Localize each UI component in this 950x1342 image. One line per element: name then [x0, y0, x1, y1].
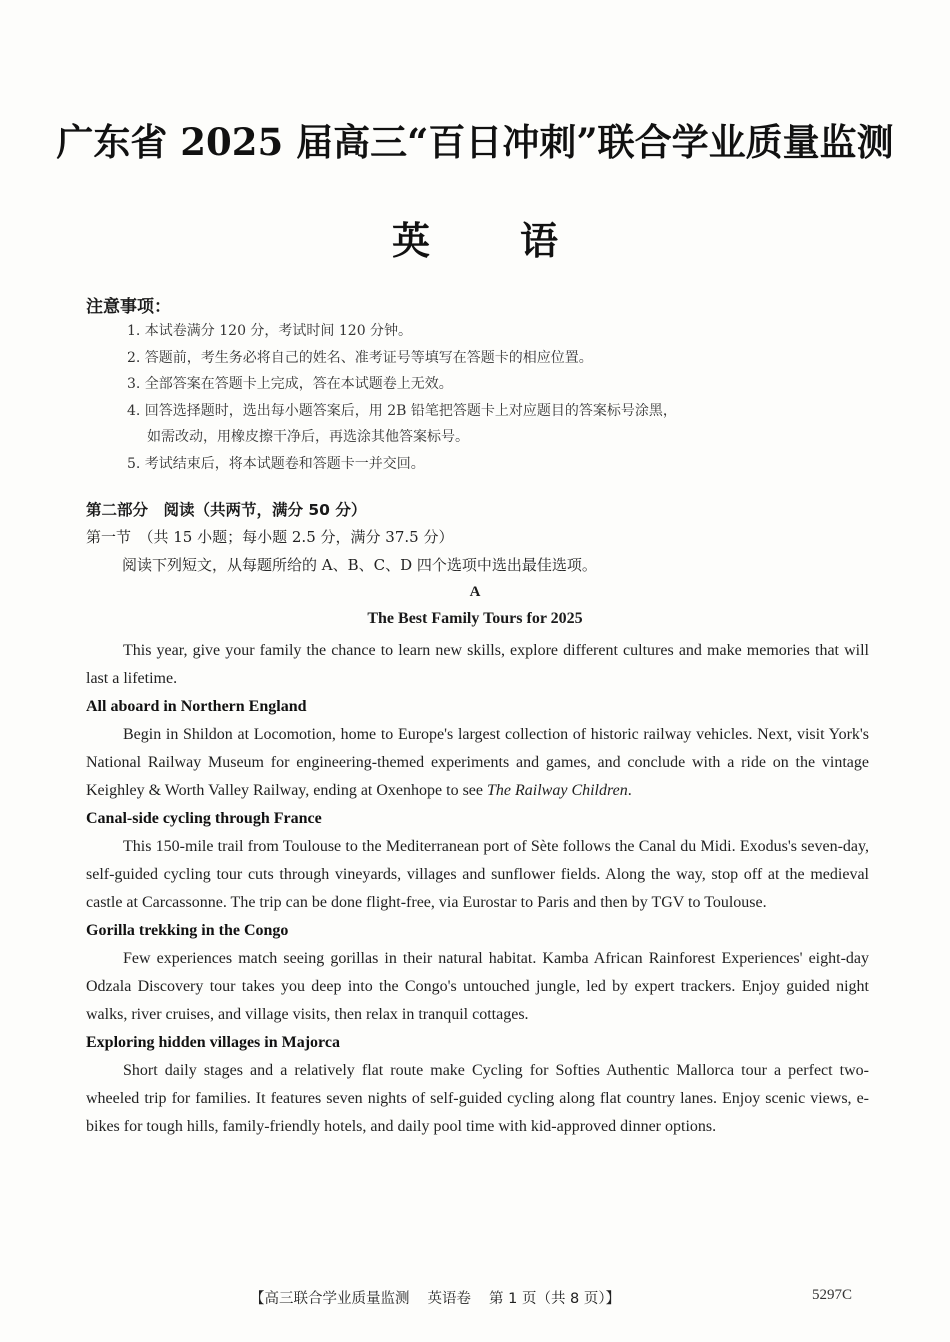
passage-title: The Best Family Tours for 2025: [367, 610, 583, 627]
reading-instruction: 阅读下列短文，从每题所给的 A、B、C、D 四个选项中选出最佳选项。: [122, 556, 597, 574]
passage-label: A: [469, 584, 481, 600]
part-heading: 第二部分 阅读（共两节，满分 50 分）: [86, 501, 367, 519]
footer-exam-name: 【高三联合学业质量监测: [250, 1291, 410, 1307]
notice-item: 2. 答题前，考生务必将自己的姓名、准考证号等填写在答题卡的相应位置。: [127, 349, 593, 366]
tour-description: This 150-mile trail from Toulouse to the Mediterranean port of Sète follows the Canal du Midi. Exodus's seven-day, self-guided cycling tour cuts through vineyards, villages and sunflower fields. Along the way, stop off at the medieval castle at Carcassonne. The trip can be done flight-free, via Eurostar to Paris and then by TGV to Toulouse.: [86, 838, 869, 911]
tour-description: Begin in Shildon at Locomotion, home to Europe's largest collection of historic railway vehicles. Next, visit York's National Railway Museum for engineering-themed experiments and games, and conclude with a ride on the vintage Keighley & Worth Valley Railway, ending at Oxenhope to see The Railway Children.: [86, 726, 869, 799]
paper-code: 5297C: [812, 1287, 853, 1303]
notice-item-continued: 如需改动，用橡皮擦干净后，再选涂其他答案标号。: [147, 429, 469, 445]
tour-heading: All aboard in Northern England: [86, 698, 307, 715]
page-footer: [250, 1287, 638, 1308]
notice-item: 3. 全部答案在答题卡上完成，答在本试题卷上无效。: [127, 376, 453, 392]
passage-intro: This year, give your family the chance to learn new skills, explore different cultures and make memories that will last a lifetime.: [86, 642, 869, 687]
notice-item: 1. 本试卷满分 120 分，考试时间 120 分钟。: [127, 323, 413, 339]
notice-heading: 注意事项：: [86, 297, 171, 317]
tour-heading: Canal-side cycling through France: [86, 810, 322, 827]
footer-paper: 英语卷: [427, 1291, 471, 1307]
book-title: The Railway Children: [487, 782, 628, 799]
subject-char-2: 语: [520, 219, 559, 263]
footer-page-number: 第 1 页（共 8 页）】: [489, 1291, 621, 1307]
subject-title: [0, 210, 950, 265]
tour-description: Few experiences match seeing gorillas in their natural habitat. Kamba African Rainforest Experiences' eight-day Odzala Discovery tour takes you deep into the Congo's untouched jungle, led by expert trackers. Enjoy guided night walks, river cruises, and village visits, then relax in tranquil cottages.: [86, 950, 869, 1023]
section-heading: 第一节 （共 15 小题；每小题 2.5 分，满分 37.5 分）: [86, 528, 454, 546]
notice-item: 5. 考试结束后，将本试题卷和答题卡一并交回。: [127, 455, 425, 472]
tour-heading: Exploring hidden villages in Majorca: [86, 1034, 340, 1051]
tour-description: Short daily stages and a relatively flat route make Cycling for Softies Authentic Mallorca tour a perfect two-wheeled trip for families. It features seven nights of self-guided cycling along flat country lanes. Enjoy scenic views, e-bikes for tough hills, family-friendly hotels, and daily pool time with kid-approved dinner options.: [86, 1062, 869, 1135]
notice-item: 4. 回答选择题时，选出每小题答案后，用 2B 铅笔把答题卡上对应题目的答案标号涂黑，: [127, 402, 677, 419]
passage-body: [86, 637, 869, 1141]
tour-heading: Gorilla trekking in the Congo: [86, 922, 289, 939]
exam-title: 广东省 2025 届高三“百日冲刺”联合学业质量监测: [56, 120, 894, 164]
subject-char-1: 英: [391, 219, 430, 263]
notice-list: [127, 318, 887, 477]
